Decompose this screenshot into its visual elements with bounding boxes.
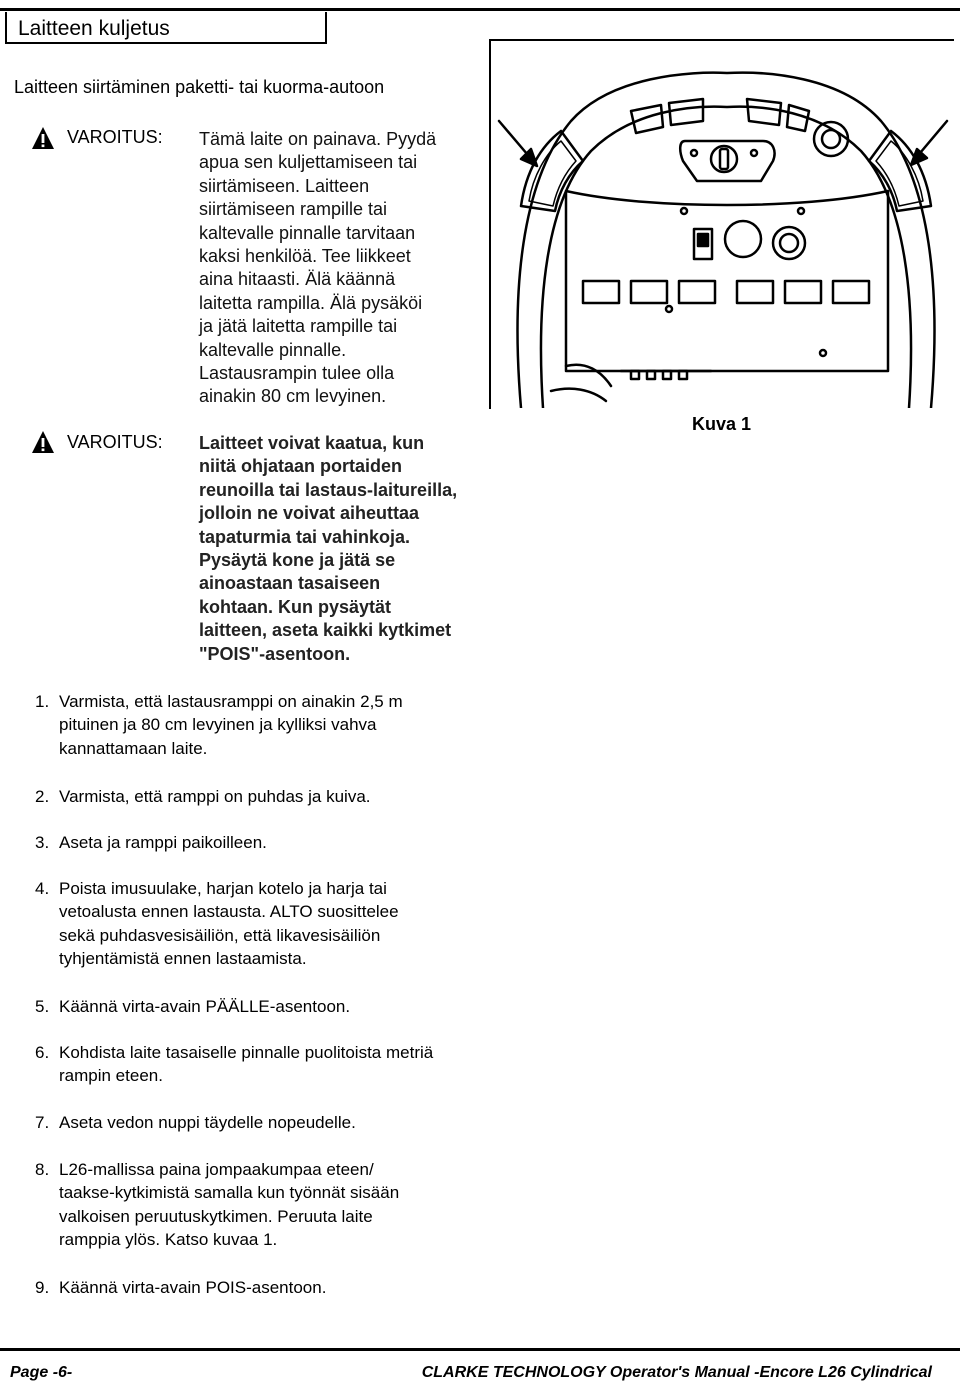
- step-number: 4.: [35, 879, 50, 898]
- warning-line: reunoilla tai lastaus-laitureilla,: [199, 479, 458, 500]
- control-panel-illustration: [491, 41, 955, 408]
- step-number: 3.: [35, 833, 50, 852]
- warning-icon: [31, 430, 55, 454]
- step-number: 1.: [35, 692, 50, 711]
- step-text: [59, 1158, 399, 1251]
- warning-line: siirtämiseen rampille tai: [199, 199, 388, 220]
- warning-line: Laitteet voivat kaatua, kun: [199, 433, 425, 453]
- warning-icon: [31, 126, 55, 150]
- warning-line: "POIS"-asentoon.: [199, 643, 351, 664]
- warning-line: Lastausrampin tulee olla: [199, 363, 395, 384]
- step-line: ramppia ylös. Katso kuvaa 1.: [59, 1229, 278, 1249]
- warning-label: VAROITUS:: [67, 127, 163, 147]
- warning-line: niitä ohjataan portaiden: [199, 456, 403, 477]
- figure-caption: Kuva 1: [692, 414, 752, 434]
- warning-line: aina hitaasti. Älä käännä: [199, 269, 396, 290]
- warning-line: tapaturmia tai vahinkoja.: [199, 526, 411, 547]
- step-text: [59, 1111, 356, 1134]
- step-text: [59, 1276, 326, 1299]
- step-line: kannattamaan laite.: [59, 738, 208, 758]
- warning-line: laitteen, aseta kaikki kytkimet: [199, 620, 452, 641]
- warning-label: VAROITUS:: [67, 432, 163, 452]
- step-text: [59, 690, 403, 760]
- step-text: [59, 785, 371, 808]
- page-number: Page -6-: [10, 1364, 73, 1381]
- footer-rule: [0, 1348, 960, 1351]
- warning-line: ainoastaan tasaiseen: [199, 573, 381, 594]
- step-text: [59, 831, 267, 854]
- step-line: Poista imusuulake, harjan kotelo ja harja tai: [59, 879, 387, 898]
- step-line: Käännä virta-avain POIS-asentoon.: [59, 1278, 327, 1297]
- step-line: Aseta vedon nuppi täydelle nopeudelle.: [59, 1113, 356, 1132]
- warning-line: kaltevalle pinnalle tarvitaan: [199, 222, 416, 243]
- warning-line: Tämä laite on painava. Pyydä: [199, 129, 437, 149]
- warning-line: kaksi henkilöä. Tee liikkeet: [199, 246, 411, 267]
- warning-text: [199, 128, 489, 409]
- warning-text: [199, 432, 489, 666]
- step-text: [59, 877, 399, 970]
- step-line: Käännä virta-avain PÄÄLLE-asentoon.: [59, 997, 351, 1016]
- warning-line: jolloin ne voivat aiheuttaa: [199, 503, 420, 524]
- top-rule: [0, 8, 960, 11]
- page-title: Laitteen kuljetus: [18, 17, 170, 40]
- step-number: 7.: [35, 1113, 50, 1132]
- step-line: L26-mallissa paina jompaakumpaa eteen/: [59, 1160, 374, 1179]
- step-line: Aseta ja ramppi paikoilleen.: [59, 833, 267, 852]
- step-text: [59, 995, 350, 1018]
- step-number: 8.: [35, 1160, 50, 1179]
- step-line: vetoalusta ennen lastausta. ALTO suosittelee: [59, 902, 399, 922]
- step-line: tyhjentämistä ennen lastaamista.: [59, 948, 307, 968]
- warning-line: ainakin 80 cm levyinen.: [199, 386, 387, 407]
- step-line: sekä puhdasvesisäiliön, että likavesisäiliön: [59, 925, 381, 945]
- step-text: [59, 1041, 433, 1088]
- manual-title: CLARKE TECHNOLOGY Operator's Manual -Encore L26 Cylindrical: [421, 1364, 932, 1381]
- step-line: valkoisen peruutuskytkimen. Peruuta laite: [59, 1206, 373, 1226]
- warning-line: apua sen kuljettamiseen tai: [199, 152, 418, 173]
- step-number: 5.: [35, 997, 50, 1016]
- step-line: Varmista, että lastausramppi on ainakin 2,5 m: [59, 692, 403, 711]
- warning-line: Pysäytä kone ja jätä se: [199, 550, 396, 571]
- warning-line: laitetta rampilla. Älä pysäköi: [199, 292, 423, 313]
- step-number: 9.: [35, 1278, 50, 1297]
- step-number: 2.: [35, 787, 50, 806]
- warning-line: siirtämiseen. Laitteen: [199, 175, 370, 196]
- step-line: rampin eteen.: [59, 1066, 163, 1086]
- step-line: pituinen ja 80 cm levyinen ja kylliksi vahva: [59, 715, 377, 735]
- warning-line: kaltevalle pinnalle.: [199, 339, 347, 360]
- step-line: taakse-kytkimistä samalla kun työnnät sisään: [59, 1183, 400, 1203]
- warning-line: ja jätä laitetta rampille tai: [199, 316, 398, 337]
- step-line: Varmista, että ramppi on puhdas ja kuiva.: [59, 787, 371, 806]
- section-title: Laitteen siirtäminen paketti- tai kuorma-autoon: [14, 77, 385, 97]
- warning-line: kohtaan. Kun pysäytät: [199, 596, 392, 617]
- step-line: Kohdista laite tasaiselle pinnalle puolitoista metriä: [59, 1043, 434, 1062]
- step-number: 6.: [35, 1043, 50, 1062]
